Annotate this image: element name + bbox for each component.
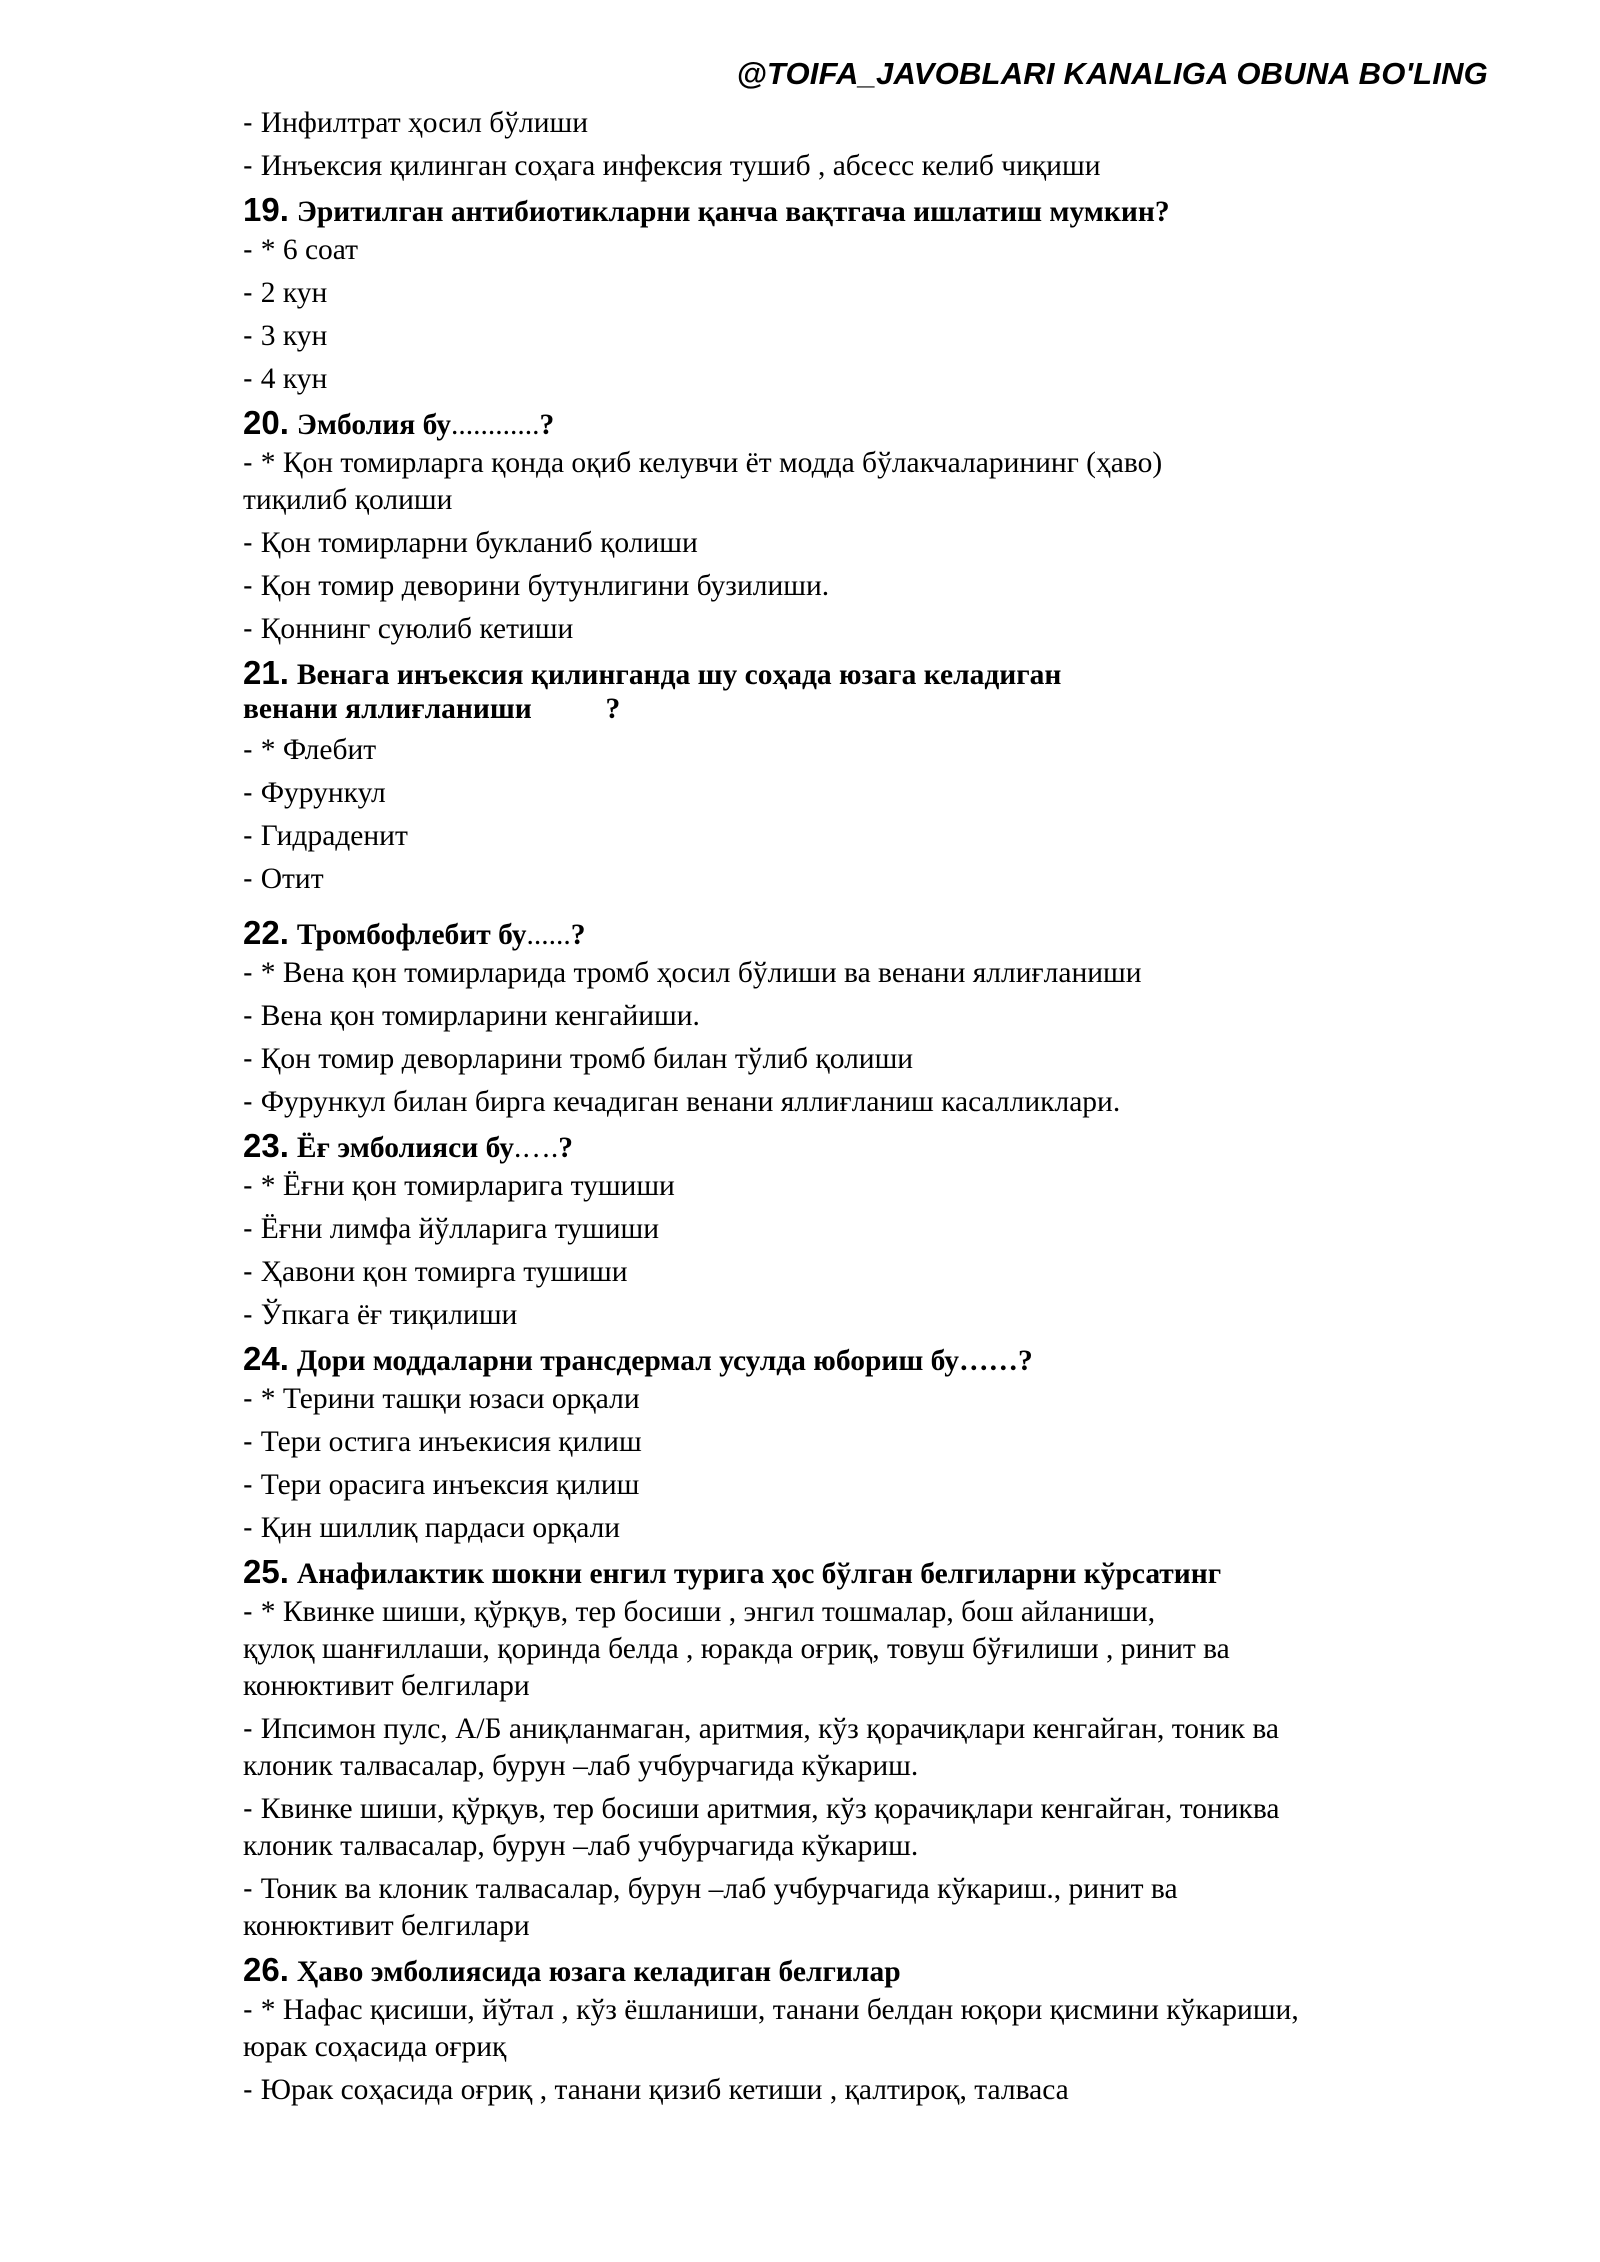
question-number: 20. xyxy=(243,404,289,441)
question-block xyxy=(243,654,1453,912)
answer-option xyxy=(243,1041,1453,1078)
option-text: * 6 соат xyxy=(260,234,359,266)
option-dash: - xyxy=(243,1426,261,1458)
answer-option xyxy=(243,148,1453,185)
option-dash: - xyxy=(243,570,261,602)
option-text: Ипсимон пулс, А/Б аниқланмаган, аритмия, кўз қорачиқлари кенгайган, тоник ва xyxy=(260,1713,1279,1745)
answer-options xyxy=(243,1594,1453,1945)
answer-option xyxy=(243,1381,1453,1418)
option-text: Қон томирларни букланиб қолиши xyxy=(260,527,698,559)
option-dash: - xyxy=(243,1086,261,1118)
answer-option xyxy=(243,1594,1453,1705)
option-text: Ўпкага ёғ тиқилиши xyxy=(260,1299,518,1331)
option-text: тиқилиб қолиши xyxy=(243,484,453,516)
option-text: юрак соҳасида оғриқ xyxy=(243,2031,507,2063)
option-text: Қон томир деворини бутунлигини бузилиши. xyxy=(260,570,830,602)
answer-option xyxy=(243,1992,1453,2066)
carryover-options xyxy=(243,105,1453,185)
question-number: 23. xyxy=(243,1127,289,1164)
question-ellipsis: .…. xyxy=(513,1132,559,1164)
option-dash: - xyxy=(243,1713,261,1745)
option-dash: - xyxy=(243,1000,261,1032)
option-dash: - xyxy=(243,363,261,395)
answer-options xyxy=(243,445,1453,648)
answer-option xyxy=(243,775,1453,812)
option-text: 4 кун xyxy=(260,363,328,395)
question-text: Тромбофлебит бу xyxy=(296,919,527,951)
option-text: Фурункул xyxy=(260,777,386,809)
question-mark: ? xyxy=(558,1132,573,1164)
option-text: Тери остига инъекисия қилиш xyxy=(260,1426,642,1458)
question-heading xyxy=(243,1553,1453,1590)
question-heading xyxy=(243,1340,1453,1377)
question-number: 24. xyxy=(243,1340,289,1377)
question-heading xyxy=(243,1951,1453,1988)
option-text: Қоннинг суюлиб кетиши xyxy=(260,613,574,645)
option-text: конюктивит белгилари xyxy=(243,1910,530,1942)
answer-options xyxy=(243,232,1453,398)
option-dash: - xyxy=(243,1383,261,1415)
option-text: * Ёғни қон томирларига тушиши xyxy=(260,1170,675,1202)
option-dash: - xyxy=(243,234,261,266)
option-text: * Қон томирларга қонда оқиб келувчи ёт модда бўлакчаларининг (ҳаво) xyxy=(260,447,1163,479)
option-dash: - xyxy=(243,447,261,479)
option-text: Вена қон томирларини кенгайиши. xyxy=(260,1000,700,1032)
answer-option xyxy=(243,105,1453,142)
question-heading xyxy=(243,191,1453,228)
question-text: Анафилактик шокни енгил турига ҳос бўлган белгиларни кўрсатинг xyxy=(296,1558,1222,1590)
answer-option xyxy=(243,611,1453,648)
option-dash: - xyxy=(243,1213,261,1245)
question-block xyxy=(243,404,1453,648)
option-dash: - xyxy=(243,320,261,352)
answer-option xyxy=(243,1791,1453,1865)
option-dash: - xyxy=(243,734,261,766)
question-block xyxy=(243,1951,1453,2109)
option-dash: - xyxy=(243,1793,261,1825)
answer-option xyxy=(243,1467,1453,1504)
answer-options xyxy=(243,1381,1453,1547)
question-block xyxy=(243,914,1453,1121)
question-number: 21. xyxy=(243,654,289,691)
answer-option xyxy=(243,1424,1453,1461)
answer-option xyxy=(243,1168,1453,1205)
option-text: * Вена қон томирларида тромб ҳосил бўлиши ва венани яллиғланиши xyxy=(260,957,1142,989)
question-block xyxy=(243,1553,1453,1945)
option-text: * Флебит xyxy=(260,734,377,766)
option-dash: - xyxy=(243,777,261,809)
option-dash: - xyxy=(243,1256,261,1288)
option-dash: - xyxy=(243,1512,261,1544)
answer-option xyxy=(243,318,1453,355)
option-text: Ёғни лимфа йўлларига тушиши xyxy=(260,1213,659,1245)
answer-option xyxy=(243,955,1453,992)
answer-option xyxy=(243,1254,1453,1291)
answer-options xyxy=(243,955,1453,1121)
question-heading xyxy=(243,654,1453,728)
answer-options xyxy=(243,1992,1453,2109)
question-text: Эмболия бу xyxy=(296,409,451,441)
option-text: Квинке шиши, қўрқув, тер босиши аритмия, кўз қорачиқлари кенгайган, тониква xyxy=(260,1793,1280,1825)
option-dash: - xyxy=(243,863,261,895)
option-dash: - xyxy=(243,1469,261,1501)
question-number: 25. xyxy=(243,1553,289,1590)
answer-option xyxy=(243,861,1453,898)
question-ellipsis: ...... xyxy=(526,919,571,951)
question-number: 22. xyxy=(243,914,289,951)
answer-options xyxy=(243,1168,1453,1334)
answer-option xyxy=(243,568,1453,605)
question-number: 19. xyxy=(243,191,289,228)
option-text: 2 кун xyxy=(260,277,328,309)
option-text: Тоник ва клоник талвасалар, бурун –лаб учбурчагида кўкариш., ринит ва xyxy=(260,1873,1178,1905)
option-text: * Терини ташқи юзаси орқали xyxy=(260,1383,640,1415)
option-dash: - xyxy=(243,1994,261,2026)
question-heading xyxy=(243,1127,1453,1164)
option-text: 3 кун xyxy=(260,320,328,352)
option-text: Қон томир деворларини тромб билан тўлиб қолиши xyxy=(260,1043,914,1075)
option-text: * Нафас қисиши, йўтал , кўз ёшланиши, танани белдан юқори қисмини кўкариши, xyxy=(260,1994,1299,2026)
question-heading xyxy=(243,914,1453,951)
answer-option xyxy=(243,1871,1453,1945)
option-text: Қин шиллиқ пардаси орқали xyxy=(260,1512,621,1544)
question-text: Ёғ эмболияси бу xyxy=(296,1132,514,1164)
option-text: Инъексия қилинган соҳага инфексия тушиб , абсесс келиб чиқиши xyxy=(260,150,1101,182)
question-text: Эритилган антибиотикларни қанча вақтгача ишлатиш мумкин? xyxy=(296,196,1170,228)
option-text: Тери орасига инъексия қилиш xyxy=(260,1469,640,1501)
option-dash: - xyxy=(243,1596,261,1628)
option-dash: - xyxy=(243,820,261,852)
answer-option xyxy=(243,818,1453,855)
question-text: венани яллиғланиши ? xyxy=(243,693,621,725)
option-dash: - xyxy=(243,2074,261,2106)
answer-option xyxy=(243,275,1453,312)
answer-option xyxy=(243,1510,1453,1547)
option-dash: - xyxy=(243,150,261,182)
question-ellipsis: ............ xyxy=(450,409,540,441)
question-heading xyxy=(243,404,1453,441)
question-block xyxy=(243,1340,1453,1547)
question-mark: ? xyxy=(539,409,555,441)
question-number: 26. xyxy=(243,1951,289,1988)
option-dash: - xyxy=(243,1299,261,1331)
option-dash: - xyxy=(243,107,261,139)
option-dash: - xyxy=(243,1873,261,1905)
question-mark: ? xyxy=(570,919,586,951)
option-text: Отит xyxy=(260,863,324,895)
option-text: Фурункул билан бирга кечадиган венани яллиғланиш касалликлари. xyxy=(260,1086,1121,1118)
option-text: қулоқ шанғиллаши, қоринда белда , юракда оғриқ, товуш бўғилиши , ринит ва xyxy=(243,1633,1230,1665)
channel-header: @TOIFA_JAVOBLARI KANALIGA OBUNA BO'LING xyxy=(736,56,1488,91)
option-dash: - xyxy=(243,1043,261,1075)
option-text: Инфилтрат ҳосил бўлиши xyxy=(260,107,589,139)
option-text: клоник талвасалар, бурун –лаб учбурчагида кўкариш. xyxy=(243,1830,919,1862)
answer-option xyxy=(243,232,1453,269)
question-list xyxy=(243,105,1453,2115)
answer-option xyxy=(243,2072,1453,2109)
option-dash: - xyxy=(243,957,261,989)
option-text: Ҳавони қон томирга тушиши xyxy=(260,1256,628,1288)
answer-option xyxy=(243,1084,1453,1121)
answer-option xyxy=(243,445,1453,519)
answer-option xyxy=(243,361,1453,398)
question-text: Венага инъексия қилинганда шу соҳада юзага келадиган xyxy=(296,659,1062,691)
answer-option xyxy=(243,1211,1453,1248)
option-text: Гидраденит xyxy=(260,820,408,852)
option-dash: - xyxy=(243,613,261,645)
answer-option xyxy=(243,1297,1453,1334)
option-dash: - xyxy=(243,277,261,309)
answer-option xyxy=(243,1711,1453,1785)
answer-options xyxy=(243,732,1453,898)
answer-option xyxy=(243,998,1453,1035)
question-text: Ҳаво эмболиясида юзага келадиган белгилар xyxy=(296,1956,901,1988)
option-dash: - xyxy=(243,1170,261,1202)
option-text: Юрак соҳасида оғриқ , танани қизиб кетиши , қалтироқ, талваса xyxy=(260,2074,1069,2106)
answer-option xyxy=(243,525,1453,562)
option-text: * Квинке шиши, қўрқув, тер босиши , энгил тошмалар, бош айланиши, xyxy=(260,1596,1156,1628)
question-block xyxy=(243,1127,1453,1334)
question-text: Дори моддаларни трансдермал усулда юбориш бу……? xyxy=(296,1345,1033,1377)
option-text: клоник талвасалар, бурун –лаб учбурчагида кўкариш. xyxy=(243,1750,919,1782)
answer-option xyxy=(243,732,1453,769)
option-dash: - xyxy=(243,527,261,559)
question-block xyxy=(243,191,1453,398)
option-text: конюктивит белгилари xyxy=(243,1670,530,1702)
